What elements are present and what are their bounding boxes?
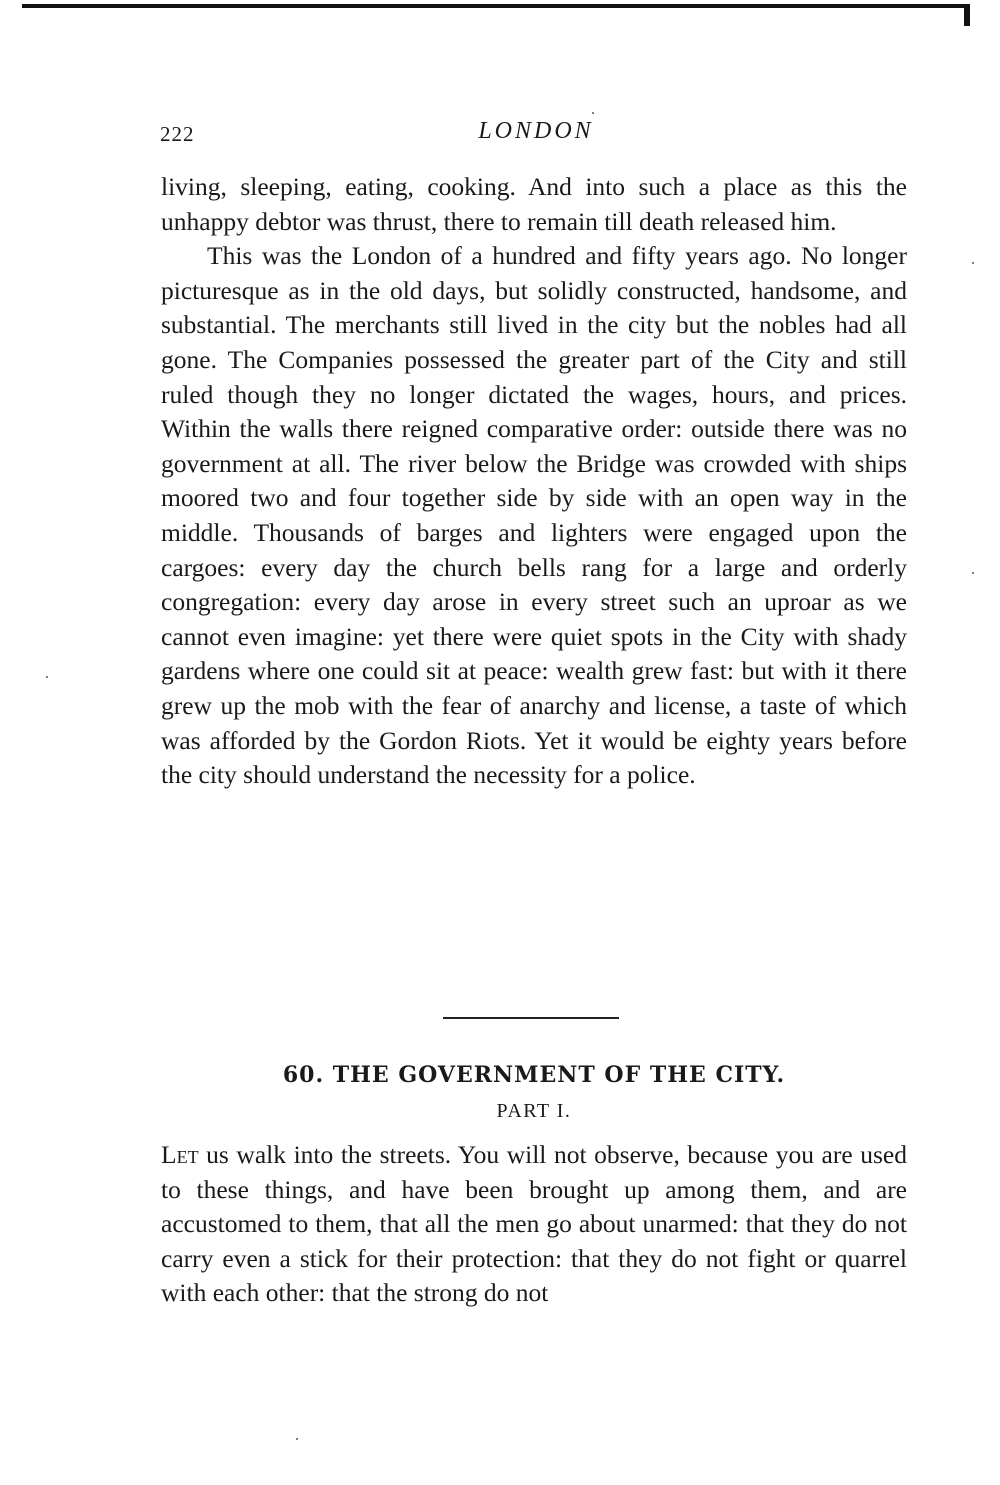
section-divider xyxy=(443,1017,619,1019)
margin-speck xyxy=(296,1438,298,1440)
opening-word: Let xyxy=(161,1140,199,1169)
margin-speck xyxy=(972,262,974,264)
paragraph-continued: living, sleeping, eating, cooking. And into such a place as this the unhappy debtor was thrust, there to remain till death released him. xyxy=(161,172,907,236)
continuation-text xyxy=(161,170,907,793)
running-head: LONDON xyxy=(478,118,594,144)
margin-speck xyxy=(592,112,594,114)
top-edge-rule xyxy=(22,4,968,8)
section-heading: 60. THE GOVERNMENT OF THE CITY. xyxy=(282,1062,786,1088)
top-edge-corner xyxy=(964,4,970,26)
page-number: 222 xyxy=(160,122,195,146)
section-opening-paragraph xyxy=(161,1138,907,1311)
section-text xyxy=(161,1138,907,1311)
margin-speck xyxy=(46,676,48,678)
margin-speck xyxy=(972,572,974,574)
paragraph-london-description: This was the London of a hundred and fifty years ago. No longer picturesque as in the old days, but solidly constructed, handsome, and substantial. The merchants still lived in the city but the nobles had all gone. The Companies possessed the greater part of the City and still ruled though they no longer dictated the wages, hours, and prices. Within the walls there reigned comparative order: outside there was no government at all. The river below the Bridge was crowded with ships moored two and four together side by side with an open way in the middle. Thousands of barges and lighters were engaged upon the cargoes: every day the church bells rang for a large and orderly congregation: every day arose in every street such an uproar as we cannot even imagine: yet there were quiet spots in the City with shady gardens where one could sit at peace: wealth grew fast: but with it there grew up the mob with the fear of anarchy and license, a taste of which was afforded by the Gordon Riots. Yet it would be eighty years before the city should understand the necessity for a police. xyxy=(161,241,907,790)
opening-paragraph-text: us walk into the streets. You will not observe, because you are used to these things, and have been brought up among them, and are accustomed to them, that all the men go about unarmed: that they do not carry even a stick for their protection: that they do not fight or quarrel with each other: that the strong do not xyxy=(161,1140,907,1308)
section-part-label: PART I. xyxy=(496,1100,572,1122)
